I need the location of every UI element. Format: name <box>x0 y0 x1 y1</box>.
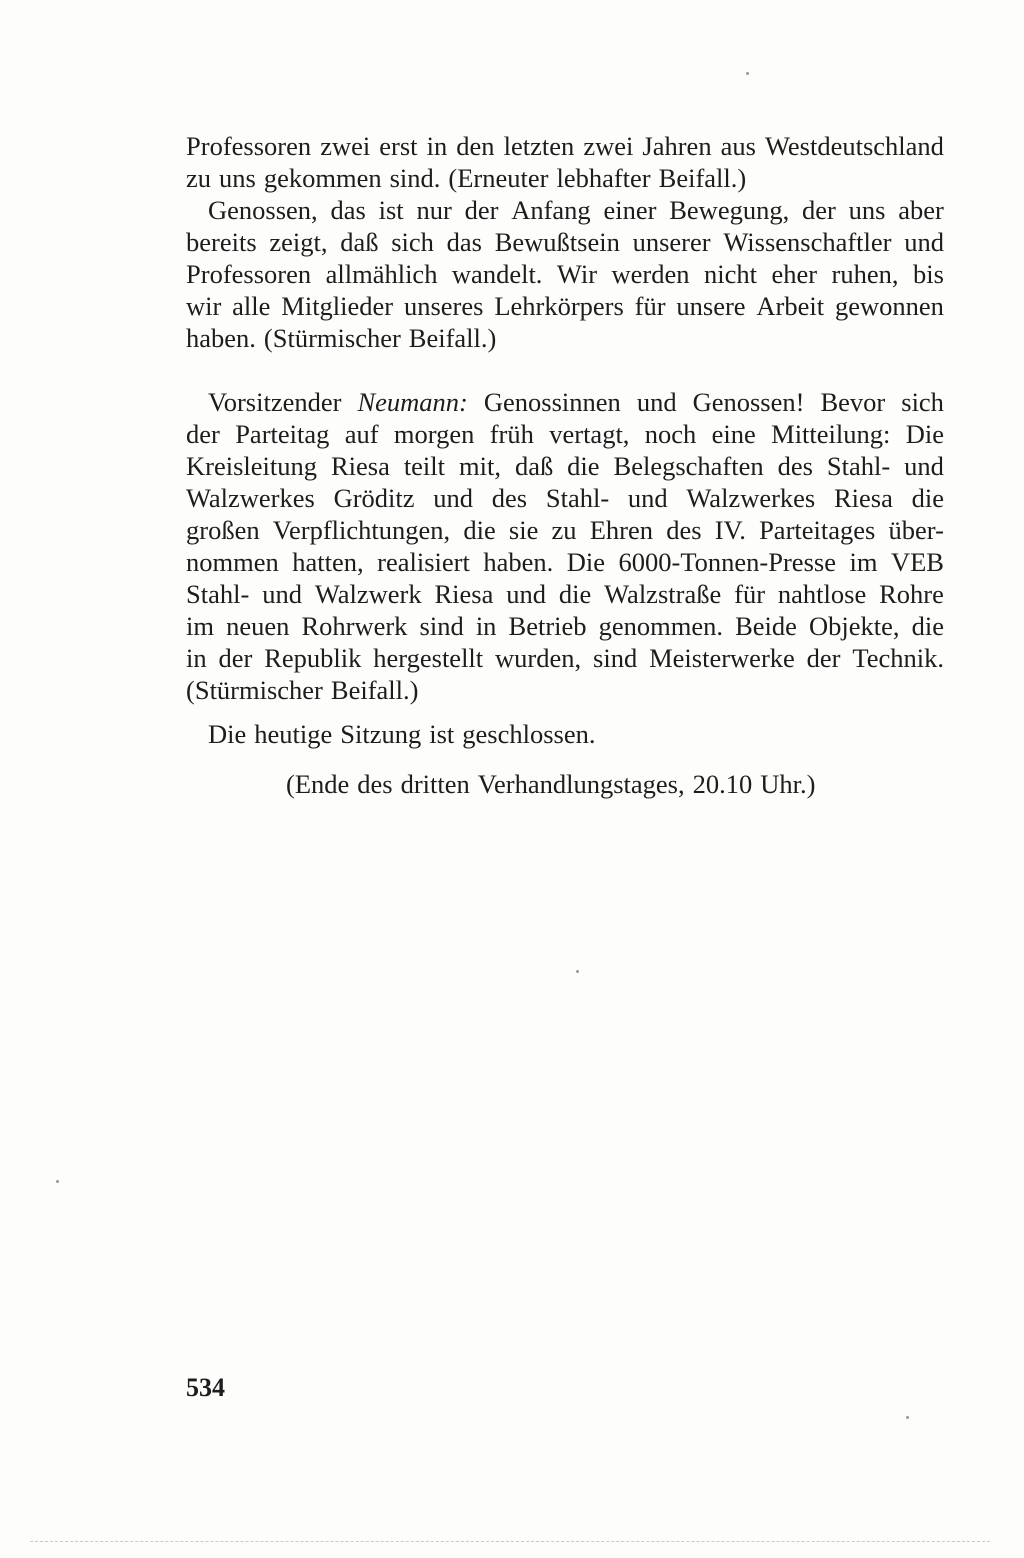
text-line: Professoren zwei erst in den letzten zwei Jahren aus Westdeutschland <box>186 131 944 161</box>
text-line: (Stürmischer Beifall.) <box>186 675 419 705</box>
text-line: Vorsitzender Neumann: Genossinnen und Genossen! Bevor sich <box>208 387 944 417</box>
text-line: Walzwerkes Gröditz und des Stahl- und Walzwerkes Riesa die <box>186 483 944 513</box>
text-line: zu uns gekommen sind. (Erneuter lebhafter Beifall.) <box>186 163 747 193</box>
text-line: der Parteitag auf morgen früh vertagt, noch eine Mitteilung: Die <box>186 419 944 449</box>
text-line: Die heutige Sitzung ist geschlossen. <box>208 719 596 749</box>
paragraph-2 <box>186 194 944 354</box>
scan-speck <box>906 1416 909 1419</box>
text-line: Kreisleitung Riesa teilt mit, daß die Belegschaften des Stahl- und <box>186 451 944 481</box>
text-line: im neuen Rohrwerk sind in Betrieb genommen. Beide Objekte, die <box>186 611 944 641</box>
text-line: Genossen, das ist nur der Anfang einer Bewegung, der uns aber <box>208 195 944 225</box>
paragraph-4 <box>186 718 944 750</box>
speaker-title: Vorsitzender <box>208 387 342 417</box>
text-line: Stahl- und Walzwerk Riesa und die Walzstraße für nahtlose Rohre <box>186 579 944 609</box>
paragraph-3 <box>186 386 944 706</box>
text-line: bereits zeigt, daß sich das Bewußtsein unserer Wissenschaftler und <box>186 227 944 257</box>
scan-speck <box>56 1180 59 1183</box>
text-line: wir alle Mitglieder unseres Lehrkörpers für unsere Arbeit gewonnen <box>186 291 944 321</box>
text-line: in der Republik hergestellt wurden, sind Meisterwerke der Technik. <box>186 643 944 673</box>
scan-speck <box>576 970 579 973</box>
text-line: (Ende des dritten Verhandlungstages, 20.10 Uhr.) <box>286 769 816 799</box>
scan-edge-line <box>30 1541 990 1542</box>
paragraph-1 <box>186 130 944 194</box>
text-line: Professoren allmählich wandelt. Wir werden nicht eher ruhen, bis <box>186 259 944 289</box>
text-line: haben. (Stürmischer Beifall.) <box>186 323 497 353</box>
page-number: 534 <box>186 1373 225 1402</box>
scan-speck <box>746 72 749 75</box>
text-line: großen Verpflichtungen, die sie zu Ehren des IV. Parteitages über- <box>186 515 944 545</box>
speaker-name: Neumann: <box>357 387 468 417</box>
paragraph-5 <box>286 768 846 800</box>
text-line: nommen hatten, realisiert haben. Die 6000-Tonnen-Presse im VEB <box>186 547 944 577</box>
